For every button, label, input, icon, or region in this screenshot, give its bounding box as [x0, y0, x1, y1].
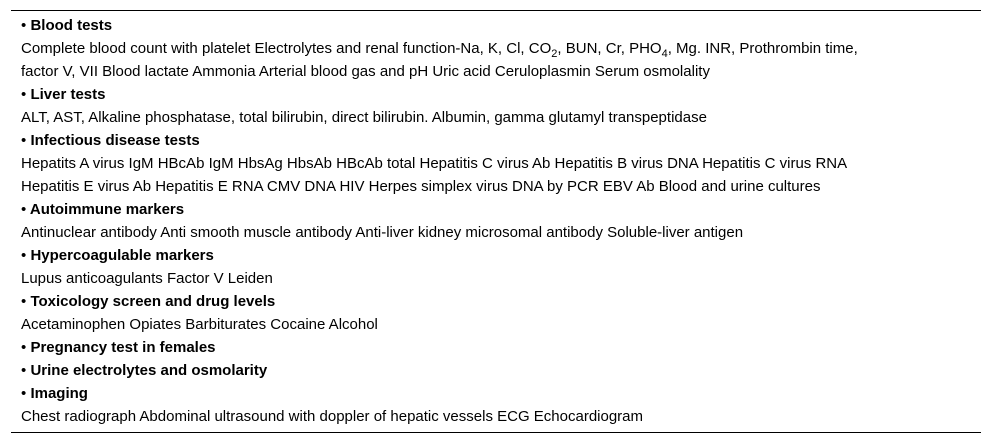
heading-text: Infectious disease tests — [30, 132, 200, 149]
heading-text: Hypercoagulable markers — [30, 247, 214, 264]
section-heading-pregnancy-test — [11, 336, 981, 359]
section-heading-urine-electrolytes — [11, 359, 981, 382]
section-body-line: Antinuclear antibody Anti smooth muscle antibody Anti-liver kidney microsomal antibody Soluble-liver antigen — [21, 224, 744, 241]
section-heading-hypercoagulable-markers — [11, 244, 981, 267]
bullet: • — [21, 17, 27, 34]
section-heading-blood-tests — [11, 14, 981, 37]
bullet: • — [21, 201, 27, 218]
body-text-segment: , Mg. INR, Prothrombin time, — [667, 40, 858, 57]
bullet: • — [21, 247, 27, 264]
section-body-line: Hepatits A virus IgM HBcAb IgM HbsAg HbsAb HBcAb total Hepatitis C virus Ab Hepatitis B virus DNA Hepatitis C virus RNA — [21, 155, 848, 172]
bullet: • — [21, 362, 27, 379]
heading-text: Autoimmune markers — [29, 201, 185, 218]
heading-text: Pregnancy test in females — [30, 339, 216, 356]
section-body-line: Hepatitis E virus Ab Hepatitis E RNA CMV DNA HIV Herpes simplex virus DNA by PCR EBV Ab Blood and urine cultures — [21, 178, 821, 195]
heading-text: Imaging — [30, 385, 88, 402]
section-heading-toxicology — [11, 290, 981, 313]
bullet: • — [21, 86, 27, 103]
body-text-segment: , BUN, Cr, PHO — [557, 40, 662, 57]
section-heading-liver-tests — [11, 83, 981, 106]
section-body-line: Lupus anticoagulants Factor V Leiden — [21, 270, 273, 287]
bullet: • — [21, 385, 27, 402]
bullet: • — [21, 339, 27, 356]
section-heading-imaging — [11, 382, 981, 405]
section-body-line — [11, 37, 981, 60]
bullet: • — [21, 132, 27, 149]
body-text-segment: Complete blood count with platelet Electrolytes and renal function-Na, K, Cl, CO — [21, 40, 552, 57]
section-body-line: factor V, VII Blood lactate Ammonia Arterial blood gas and pH Uric acid Ceruloplasmin Serum osmolality — [21, 63, 710, 80]
subscript: 4 — [661, 48, 668, 60]
section-heading-autoimmune-markers — [11, 198, 981, 221]
heading-text: Blood tests — [30, 17, 113, 34]
workup-table — [11, 10, 981, 433]
section-body-line: Chest radiograph Abdominal ultrasound with doppler of hepatic vessels ECG Echocardiogram — [21, 408, 644, 425]
heading-text: Liver tests — [30, 86, 106, 103]
bullet: • — [21, 293, 27, 310]
section-body-line: Acetaminophen Opiates Barbiturates Cocaine Alcohol — [21, 316, 378, 333]
section-body-line: ALT, AST, Alkaline phosphatase, total bilirubin, direct bilirubin. Albumin, gamma glutamyl transpeptidase — [21, 109, 707, 126]
heading-text: Toxicology screen and drug levels — [30, 293, 276, 310]
section-heading-infectious-disease-tests — [11, 129, 981, 152]
subscript: 2 — [551, 48, 558, 60]
heading-text: Urine electrolytes and osmolarity — [30, 362, 268, 379]
